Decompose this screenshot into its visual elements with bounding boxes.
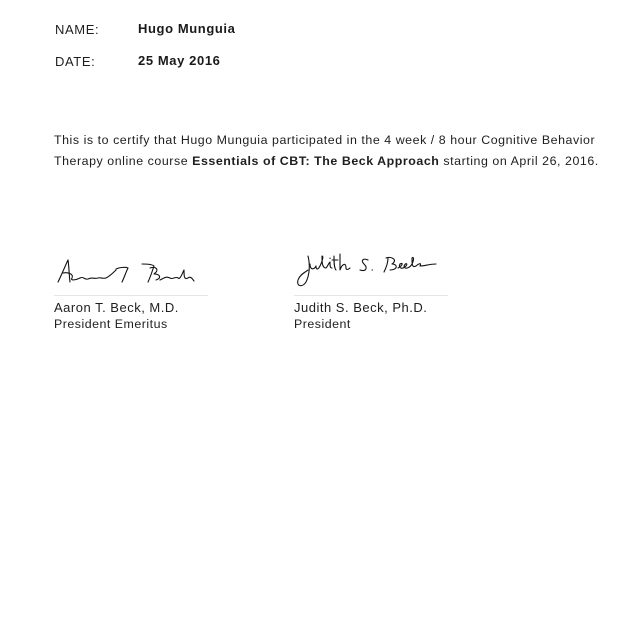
certificate-statement <box>54 130 624 171</box>
handwritten-signature-aaron-beck <box>54 252 214 292</box>
signature-icon <box>294 248 444 292</box>
signatory-title: President <box>294 317 351 331</box>
signature-block-aaron-beck <box>54 252 214 331</box>
course-title: Essentials of CBT: The Beck Approach <box>192 153 440 168</box>
signature-line <box>294 295 448 296</box>
signature-icon <box>54 252 204 292</box>
signatory-name: Aaron T. Beck, M.D. <box>54 300 179 315</box>
statement-text-start: This is to certify that Hugo Munguia participated in the 4 week / 8 hour Cognitive Behavior Therapy online course <box>54 133 596 168</box>
date-value: 25 May 2016 <box>138 53 221 68</box>
statement-text-end: starting on April 26, 2016. <box>439 153 599 168</box>
handwritten-signature-judith-beck <box>294 252 454 292</box>
name-label: NAME: <box>55 22 100 37</box>
signatory-name: Judith S. Beck, Ph.D. <box>294 300 428 315</box>
signature-line <box>54 295 208 296</box>
signature-block-judith-beck <box>294 252 454 331</box>
date-label: DATE: <box>55 54 96 69</box>
name-value: Hugo Munguia <box>138 21 236 36</box>
signatory-title: President Emeritus <box>54 317 168 331</box>
